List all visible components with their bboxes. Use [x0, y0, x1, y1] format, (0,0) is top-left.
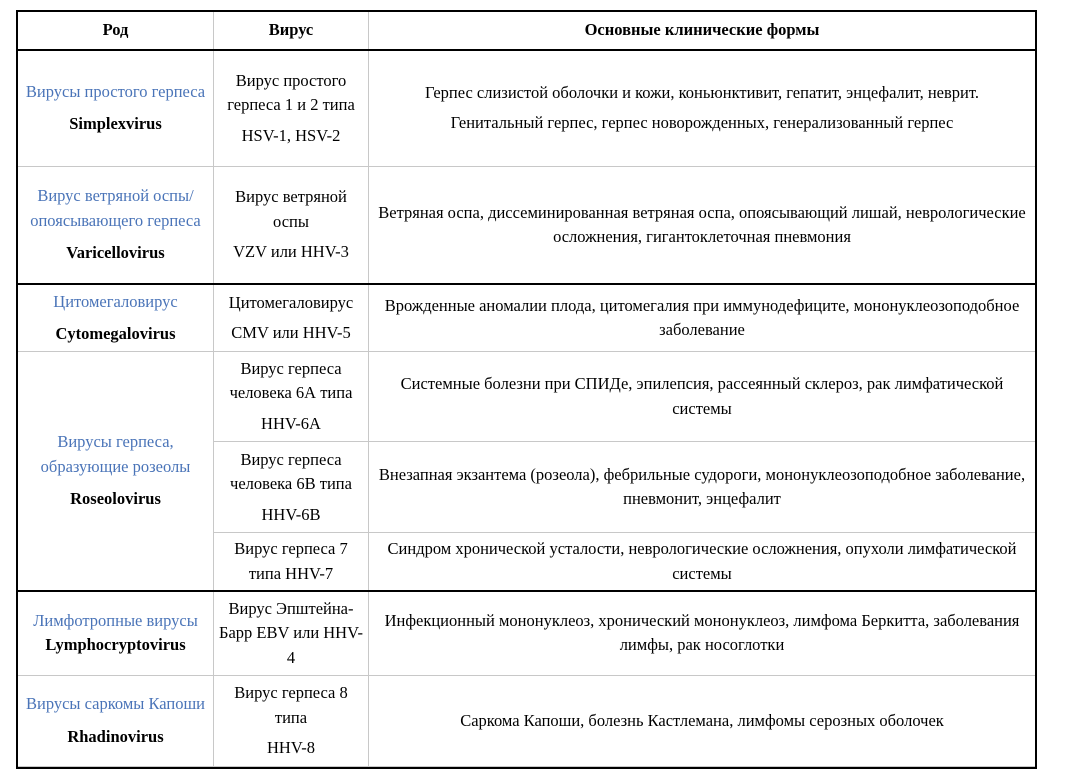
genus-name-latin: Rhadinovirus — [67, 726, 164, 746]
genus-name-ru: Цитомегаловирус — [53, 291, 178, 311]
header-virus: Вирус — [214, 11, 369, 51]
virus-name: Цитомегаловирус — [228, 292, 354, 312]
virus-cell — [214, 533, 369, 591]
clinical-forms: Внезапная экзантема (розеола), фебрильные судороги, мононуклеозоподобное заболевание, пневмонит, энцефалит — [378, 464, 1026, 509]
virus-name: Вирус герпеса 8 типа — [234, 683, 348, 727]
genus-name-latin: Roseolovirus — [70, 489, 161, 509]
genus-name-latin: Varicellovirus — [66, 243, 165, 263]
table-row — [18, 50, 1036, 166]
header-row — [18, 11, 1036, 51]
virus-cell — [214, 50, 369, 166]
genus-cell — [18, 675, 214, 766]
clinical-forms: Системные болезни при СПИДе, эпилепсия, рассеянный склероз, рак лимфатической системы — [400, 374, 1004, 418]
table-row — [18, 284, 1036, 351]
genus-cell — [18, 591, 214, 675]
virus-code: HHV-6B — [261, 504, 321, 524]
table-row — [18, 675, 1036, 766]
virus-name: Вирус Эпштейна-Барр EBV или HHV-4 — [219, 598, 363, 667]
virus-name: Вирус простого герпеса 1 и 2 типа — [227, 70, 355, 115]
virus-cell — [214, 284, 369, 351]
virus-cell — [214, 675, 369, 766]
virus-cell — [214, 442, 369, 533]
virus-code: HSV-1, HSV-2 — [241, 125, 341, 145]
herpesvirus-table — [17, 10, 1036, 767]
virus-code: HHV-8 — [267, 738, 315, 758]
forms-cell — [369, 675, 1036, 766]
clinical-forms: Герпес слизистой оболочки и кожи, коньюнктивит, гепатит, энцефалит, неврит. — [425, 82, 979, 102]
genus-cell — [18, 50, 214, 166]
genus-name-latin: Lymphocryptovirus — [45, 635, 186, 655]
genus-cell — [18, 166, 214, 284]
genus-cell — [18, 352, 214, 591]
forms-cell — [369, 533, 1036, 591]
genus-name-ru: Вирусы простого герпеса — [25, 81, 206, 101]
forms-cell — [369, 352, 1036, 442]
virus-name: Вирус герпеса человека 6А типа — [229, 358, 353, 403]
header-forms: Основные клинические формы — [369, 11, 1036, 51]
clinical-forms: Ветряная оспа, диссеминированная ветряная оспа, опоясывающий лишай, неврологические осложнения, гигантоклеточная пневмония — [378, 202, 1026, 247]
virus-cell — [214, 591, 369, 675]
virus-name: Вирус ветряной оспы — [235, 187, 347, 231]
virus-cell — [214, 352, 369, 442]
header-genus: Род — [18, 11, 214, 51]
genus-name-ru: Лимфотропные вирусы — [33, 610, 198, 630]
clinical-forms: Синдром хронической усталости, неврологические осложнения, опухоли лимфатической системы — [387, 539, 1017, 583]
clinical-forms: Генитальный герпес, герпес новорожденных, генерализованный герпес — [450, 113, 954, 133]
genus-cell — [18, 284, 214, 351]
genus-name-ru: Вирусы герпеса, образующие розеолы — [40, 432, 191, 476]
genus-name-latin: Simplexvirus — [69, 114, 162, 134]
table-row — [18, 166, 1036, 284]
clinical-forms: Саркома Капоши, болезнь Кастлемана, лимфомы серозных оболочек — [460, 710, 944, 730]
clinical-forms: Инфекционный мононуклеоз, хронический мононуклеоз, лимфома Беркитта, заболевания лимфы, рак носоглотки — [384, 610, 1020, 655]
forms-cell — [369, 166, 1036, 284]
forms-cell — [369, 442, 1036, 533]
table-row — [18, 591, 1036, 675]
virus-code: HHV-6A — [261, 413, 321, 433]
virus-name: Вирус герпеса 7 типа HHV-7 — [234, 539, 348, 583]
genus-name-ru: Вирусы саркомы Капоши — [25, 694, 206, 714]
forms-cell — [369, 50, 1036, 166]
virus-code: CMV или HHV-5 — [231, 323, 351, 343]
forms-cell — [369, 284, 1036, 351]
virus-name: Вирус герпеса человека 6В типа — [230, 449, 352, 494]
clinical-forms: Врожденные аномалии плода, цитомегалия при иммунодефиците, мононуклеозоподобное заболевание — [384, 295, 1020, 340]
virus-code: VZV или HHV-3 — [233, 242, 349, 262]
virus-cell — [214, 166, 369, 284]
table-row — [18, 352, 1036, 442]
genus-name-latin: Cytomegalovirus — [55, 324, 176, 344]
genus-name-ru: Вирус ветряной оспы/опоясывающего герпеса — [30, 186, 201, 230]
forms-cell — [369, 591, 1036, 675]
